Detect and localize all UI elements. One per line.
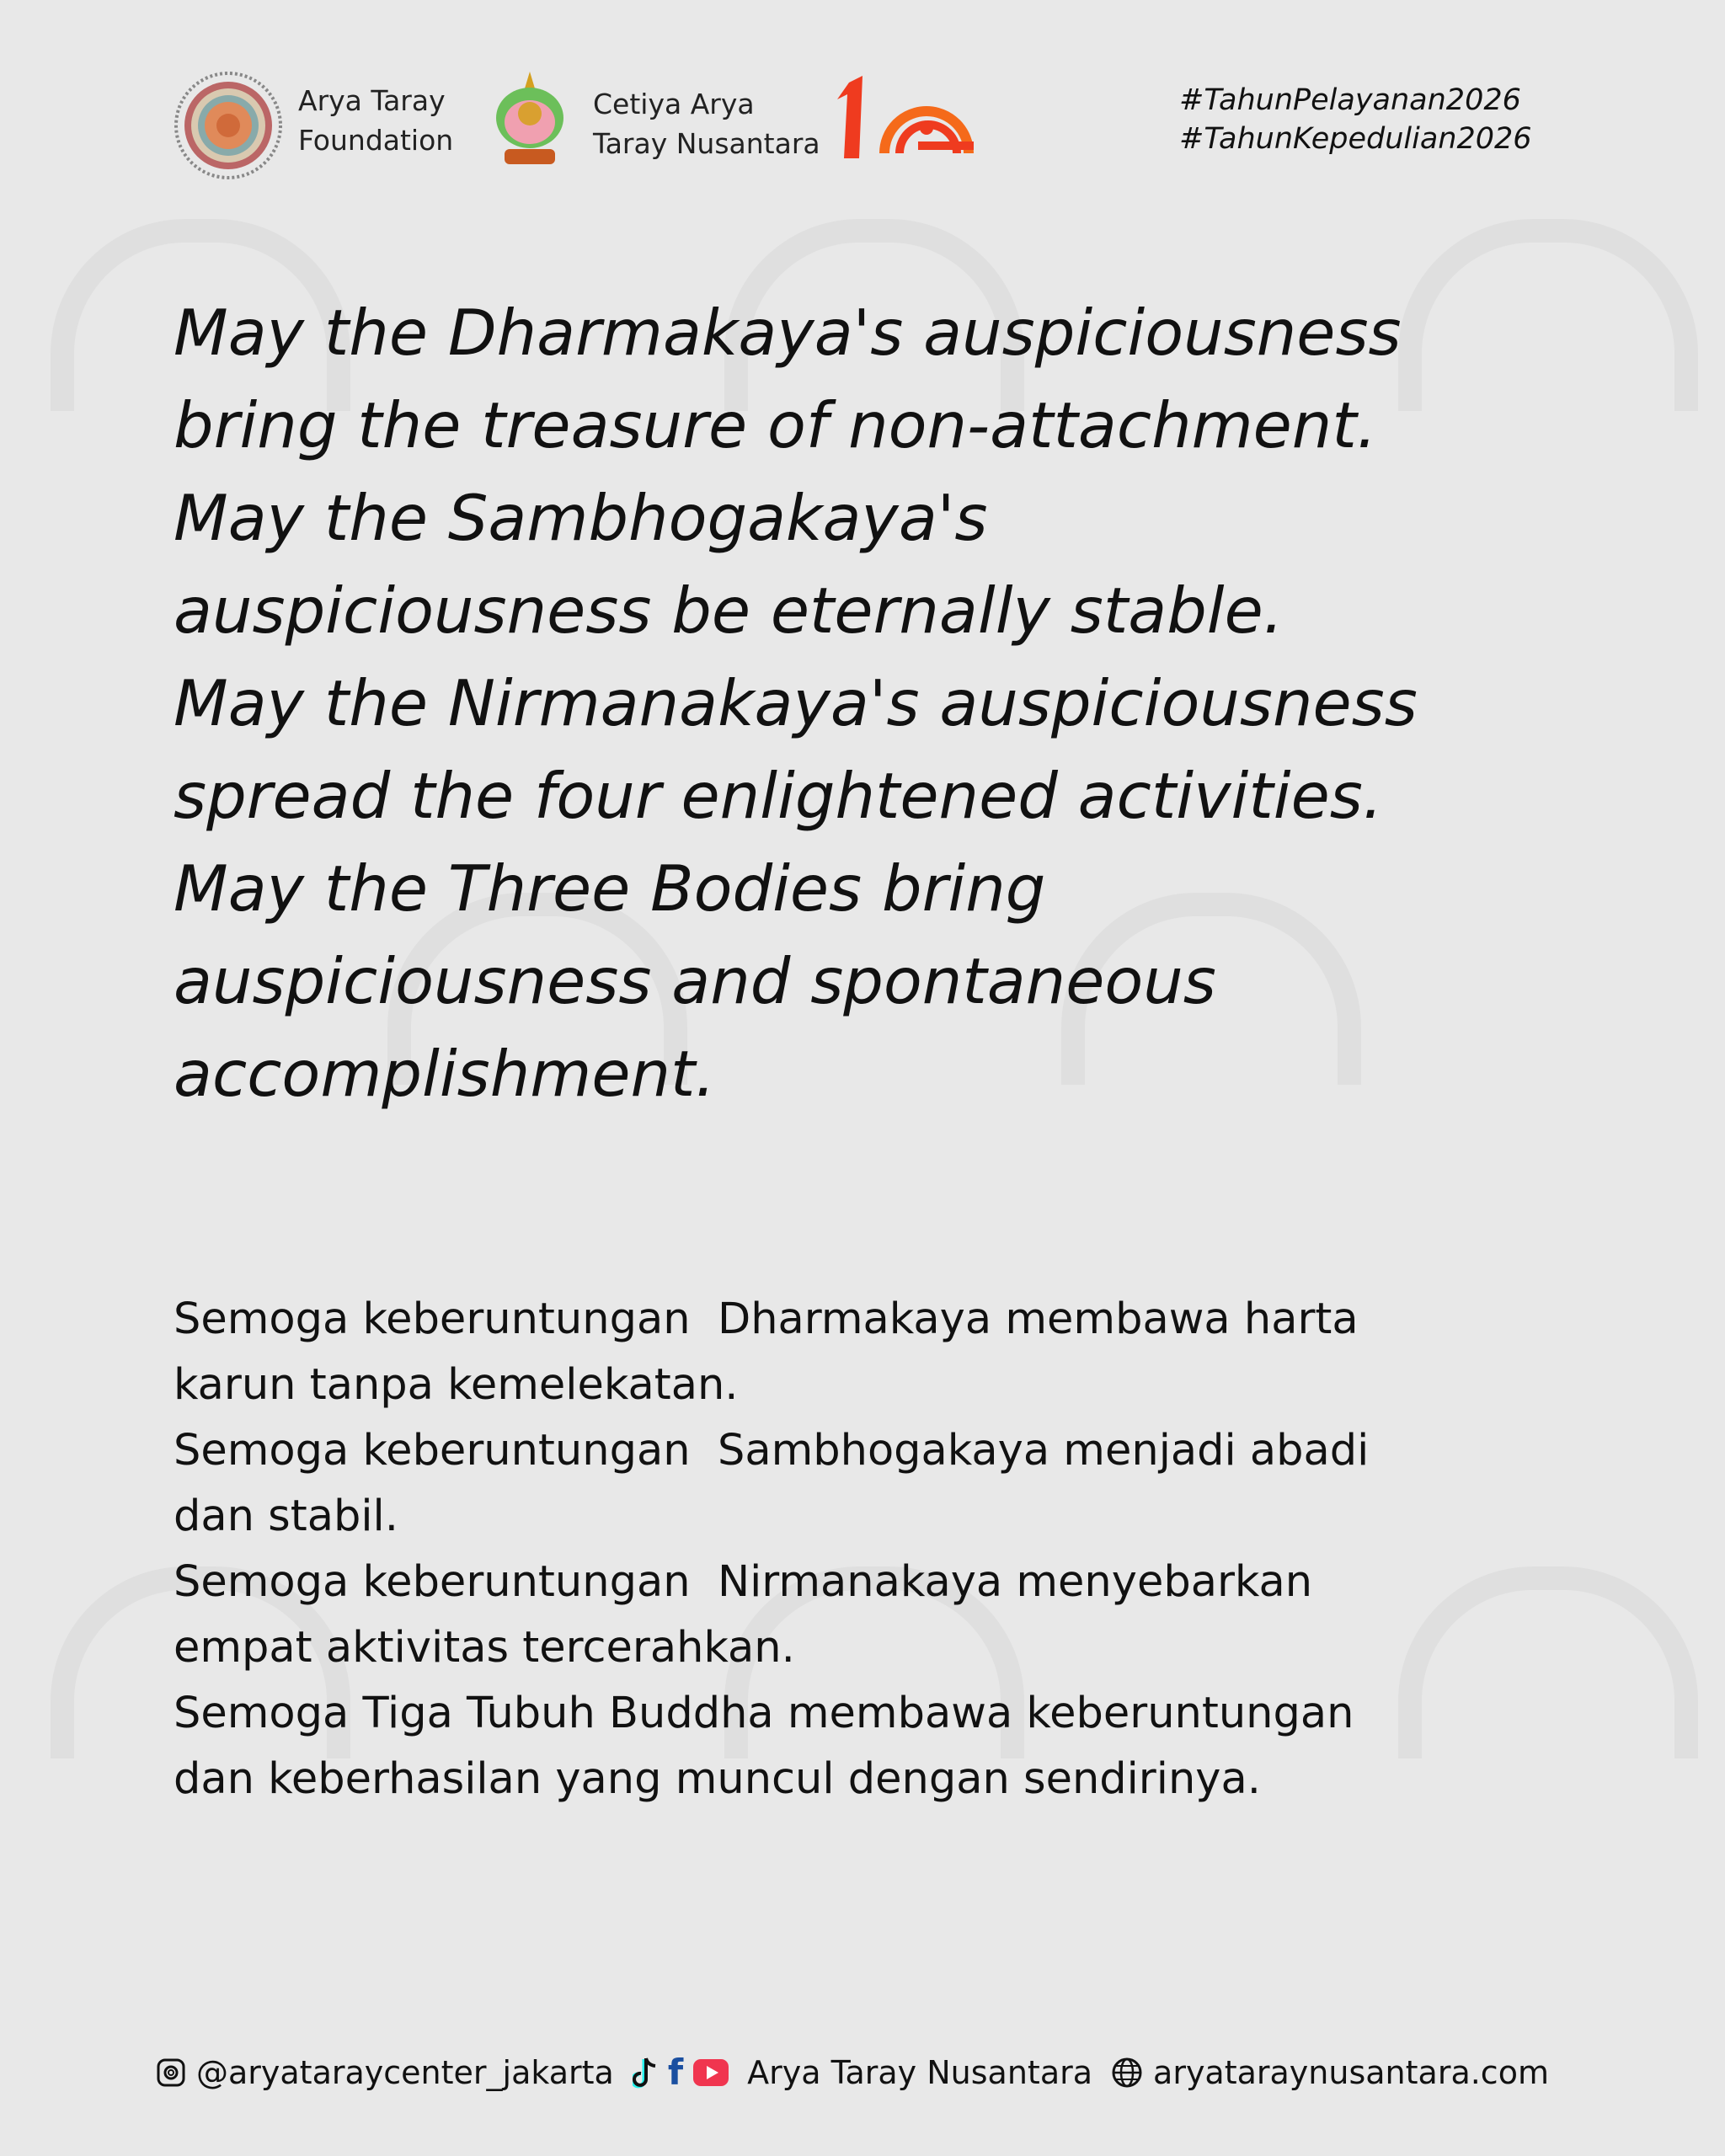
org2-name [593, 84, 820, 163]
cetiya-logo [491, 72, 569, 171]
youtube-icon[interactable] [693, 2059, 729, 2086]
verse-line: auspiciousness be eternally stable. [174, 574, 1284, 648]
verse-line: Semoga keberuntungan Dharmakaya membawa harta [174, 1294, 1359, 1344]
verse-line: dan stabil. [174, 1492, 398, 1541]
org2-line1: Cetiya Arya [593, 88, 755, 120]
verse-line: May the Dharmakaya's auspiciousness [174, 296, 1402, 370]
verse-line: May the Nirmanakaya's auspiciousness [174, 666, 1418, 740]
channel-name[interactable]: Arya Taray Nusantara [747, 2054, 1093, 2091]
anniversary-10-logo [834, 76, 974, 158]
verse-line: Semoga keberuntungan Sambhogakaya menjadi abadi [174, 1426, 1370, 1476]
verse-line: empat aktivitas tercerahkan. [174, 1623, 795, 1673]
verse-line: Semoga Tiga Tubuh Buddha membawa keberuntungan [174, 1689, 1354, 1738]
verse-line: May the Three Bodies bring [174, 851, 1046, 926]
tiktok-icon[interactable] [633, 2057, 658, 2089]
english-verse [174, 286, 1418, 1120]
verse-line: dan keberhasilan yang muncul dengan sendirinya. [174, 1754, 1261, 1804]
verse-line: May the Sambhogakaya's [174, 481, 988, 555]
org1-name [298, 81, 453, 160]
instagram-icon [156, 2057, 186, 2088]
globe-icon [1111, 2057, 1143, 2089]
org1-line2: Foundation [298, 124, 454, 157]
verse-line: auspiciousness and spontaneous [174, 944, 1216, 1018]
website-link[interactable]: aryataraynusantara.com [1153, 2054, 1549, 2091]
hashtag: #TahunPelayanan2026 [1179, 83, 1521, 117]
verse-line: karun tanpa kemelekatan. [174, 1360, 739, 1410]
org1-line1: Arya Taray [298, 84, 446, 117]
verse-line: bring the treasure of non-attachment. [174, 388, 1377, 462]
watermark-logo [1398, 219, 1698, 411]
indonesian-verse [174, 1287, 1369, 1812]
watermark-logo [1398, 1566, 1698, 1758]
instagram-handle[interactable]: @aryataraycenter_jakarta [196, 2054, 614, 2091]
hashtags [1179, 81, 1532, 158]
verse-line: accomplishment. [174, 1037, 716, 1111]
arya-taray-foundation-logo [174, 72, 282, 179]
facebook-icon[interactable]: f [667, 2052, 684, 2093]
hashtag: #TahunKepedulian2026 [1179, 122, 1532, 156]
footer-social [156, 2049, 1549, 2096]
org2-line2: Taray Nusantara [593, 127, 820, 160]
verse-line: Semoga keberuntungan Nirmanakaya menyebarkan [174, 1557, 1313, 1607]
verse-line: spread the four enlightened activities. [174, 759, 1383, 833]
